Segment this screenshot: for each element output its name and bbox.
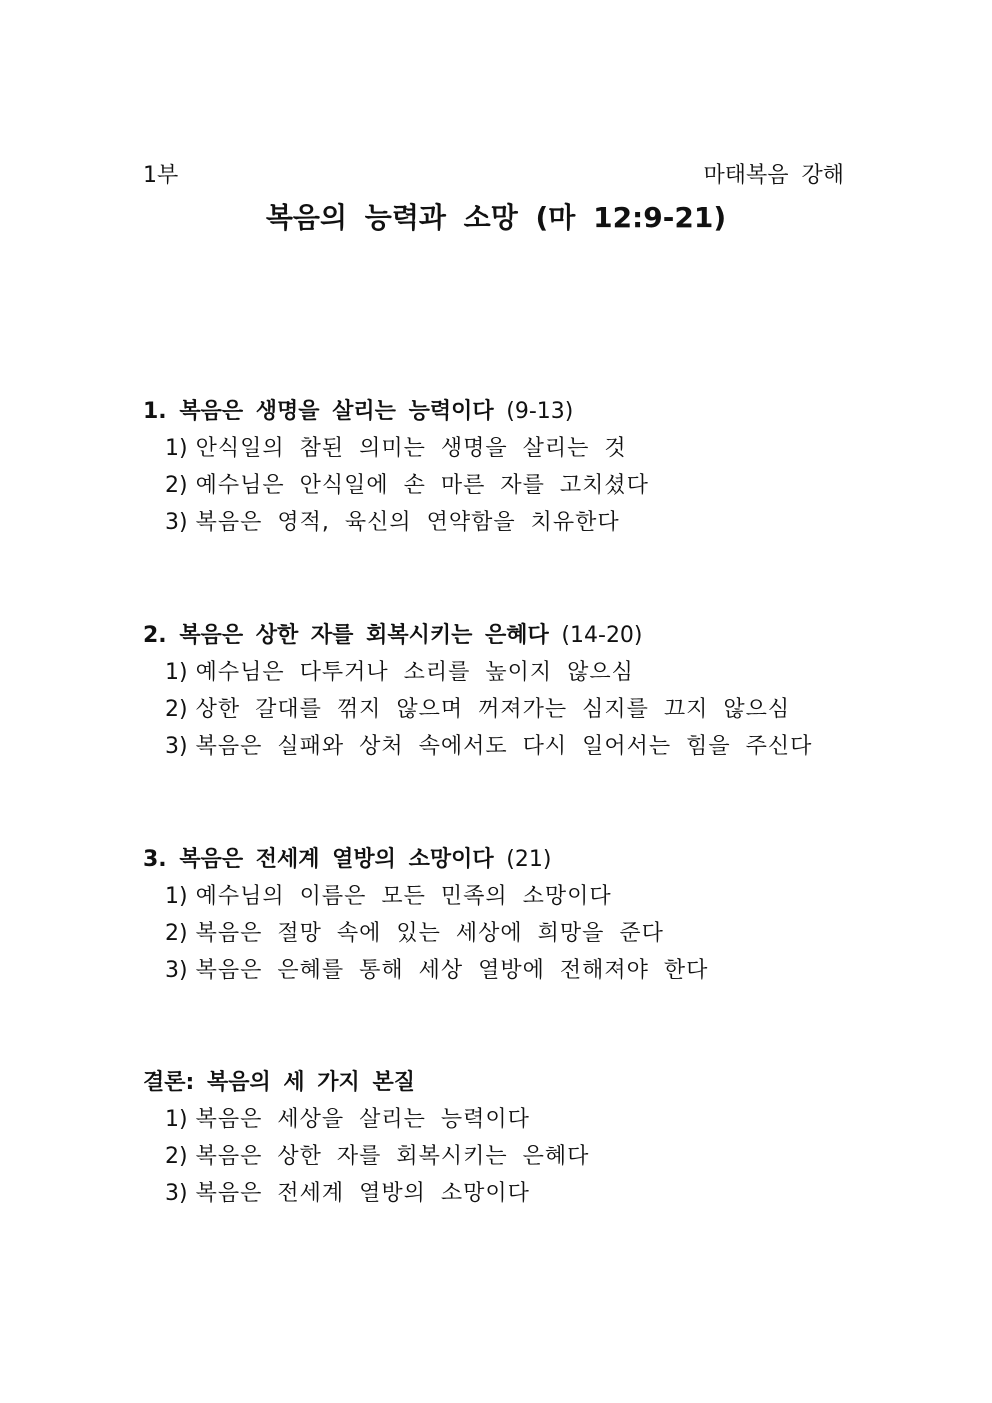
item-text: 복음은 절망 속에 있는 세상에 희망을 준다 bbox=[195, 921, 664, 946]
list-item bbox=[143, 472, 863, 509]
list-item bbox=[143, 435, 863, 472]
list-item bbox=[143, 1106, 863, 1143]
item-text: 복음은 상한 자를 회복시키는 은혜다 bbox=[195, 1144, 590, 1169]
item-number: 3) bbox=[165, 734, 188, 759]
page-title: 복음의 능력과 소망 (마 12:9-21) bbox=[265, 201, 727, 234]
scripture-reference: (21) bbox=[506, 847, 552, 872]
item-number: 1) bbox=[165, 436, 188, 461]
item-number: 2) bbox=[165, 921, 188, 946]
list-item bbox=[143, 659, 863, 696]
list-item bbox=[143, 883, 863, 920]
item-text: 예수님은 다투거나 소리를 높이지 않으심 bbox=[195, 660, 634, 685]
item-number: 3) bbox=[165, 958, 188, 983]
item-number: 3) bbox=[165, 510, 188, 535]
part-label: 1부 bbox=[143, 163, 179, 188]
section-heading-text: 3. 복음은 전세계 열방의 소망이다 bbox=[143, 847, 494, 872]
item-text: 안식일의 참된 의미는 생명을 살리는 것 bbox=[195, 436, 627, 461]
item-number: 1) bbox=[165, 660, 188, 685]
scripture-reference: (9-13) bbox=[506, 399, 574, 424]
section-heading bbox=[143, 398, 863, 435]
section-heading-text: 2. 복음은 상한 자를 회복시키는 은혜다 bbox=[143, 623, 549, 648]
item-number: 2) bbox=[165, 1144, 188, 1169]
section-heading bbox=[143, 846, 863, 883]
item-number: 1) bbox=[165, 884, 188, 909]
list-item bbox=[143, 920, 863, 957]
item-text: 복음은 실패와 상처 속에서도 다시 일어서는 힘을 주신다 bbox=[195, 734, 813, 759]
item-number: 2) bbox=[165, 473, 188, 498]
item-text: 복음은 영적, 육신의 연약함을 치유한다 bbox=[195, 510, 620, 535]
section-2 bbox=[143, 622, 863, 770]
item-number: 2) bbox=[165, 697, 188, 722]
item-text: 복음은 은혜를 통해 세상 열방에 전해져야 한다 bbox=[195, 958, 709, 983]
section-heading-text: 결론: 복음의 세 가지 본질 bbox=[143, 1070, 415, 1095]
conclusion-section bbox=[143, 1069, 863, 1217]
item-text: 복음은 세상을 살리는 능력이다 bbox=[195, 1107, 530, 1132]
section-3 bbox=[143, 846, 863, 994]
section-1 bbox=[143, 398, 863, 546]
item-text: 상한 갈대를 꺾지 않으며 꺼져가는 심지를 끄지 않으심 bbox=[195, 697, 791, 722]
series-label: 마태복음 강해 bbox=[703, 163, 844, 188]
list-item bbox=[143, 1180, 863, 1217]
list-item bbox=[143, 696, 863, 733]
section-heading-text: 1. 복음은 생명을 살리는 능력이다 bbox=[143, 399, 494, 424]
list-item bbox=[143, 733, 863, 770]
item-text: 예수님은 안식일에 손 마른 자를 고치셨다 bbox=[195, 473, 649, 498]
item-number: 1) bbox=[165, 1107, 188, 1132]
scripture-reference: (14-20) bbox=[561, 623, 643, 648]
list-item bbox=[143, 509, 863, 546]
section-heading bbox=[143, 1069, 863, 1106]
item-number: 3) bbox=[165, 1181, 188, 1206]
section-heading bbox=[143, 622, 863, 659]
list-item bbox=[143, 957, 863, 994]
list-item bbox=[143, 1143, 863, 1180]
item-text: 복음은 전세계 열방의 소망이다 bbox=[195, 1181, 530, 1206]
item-text: 예수님의 이름은 모든 민족의 소망이다 bbox=[195, 884, 612, 909]
